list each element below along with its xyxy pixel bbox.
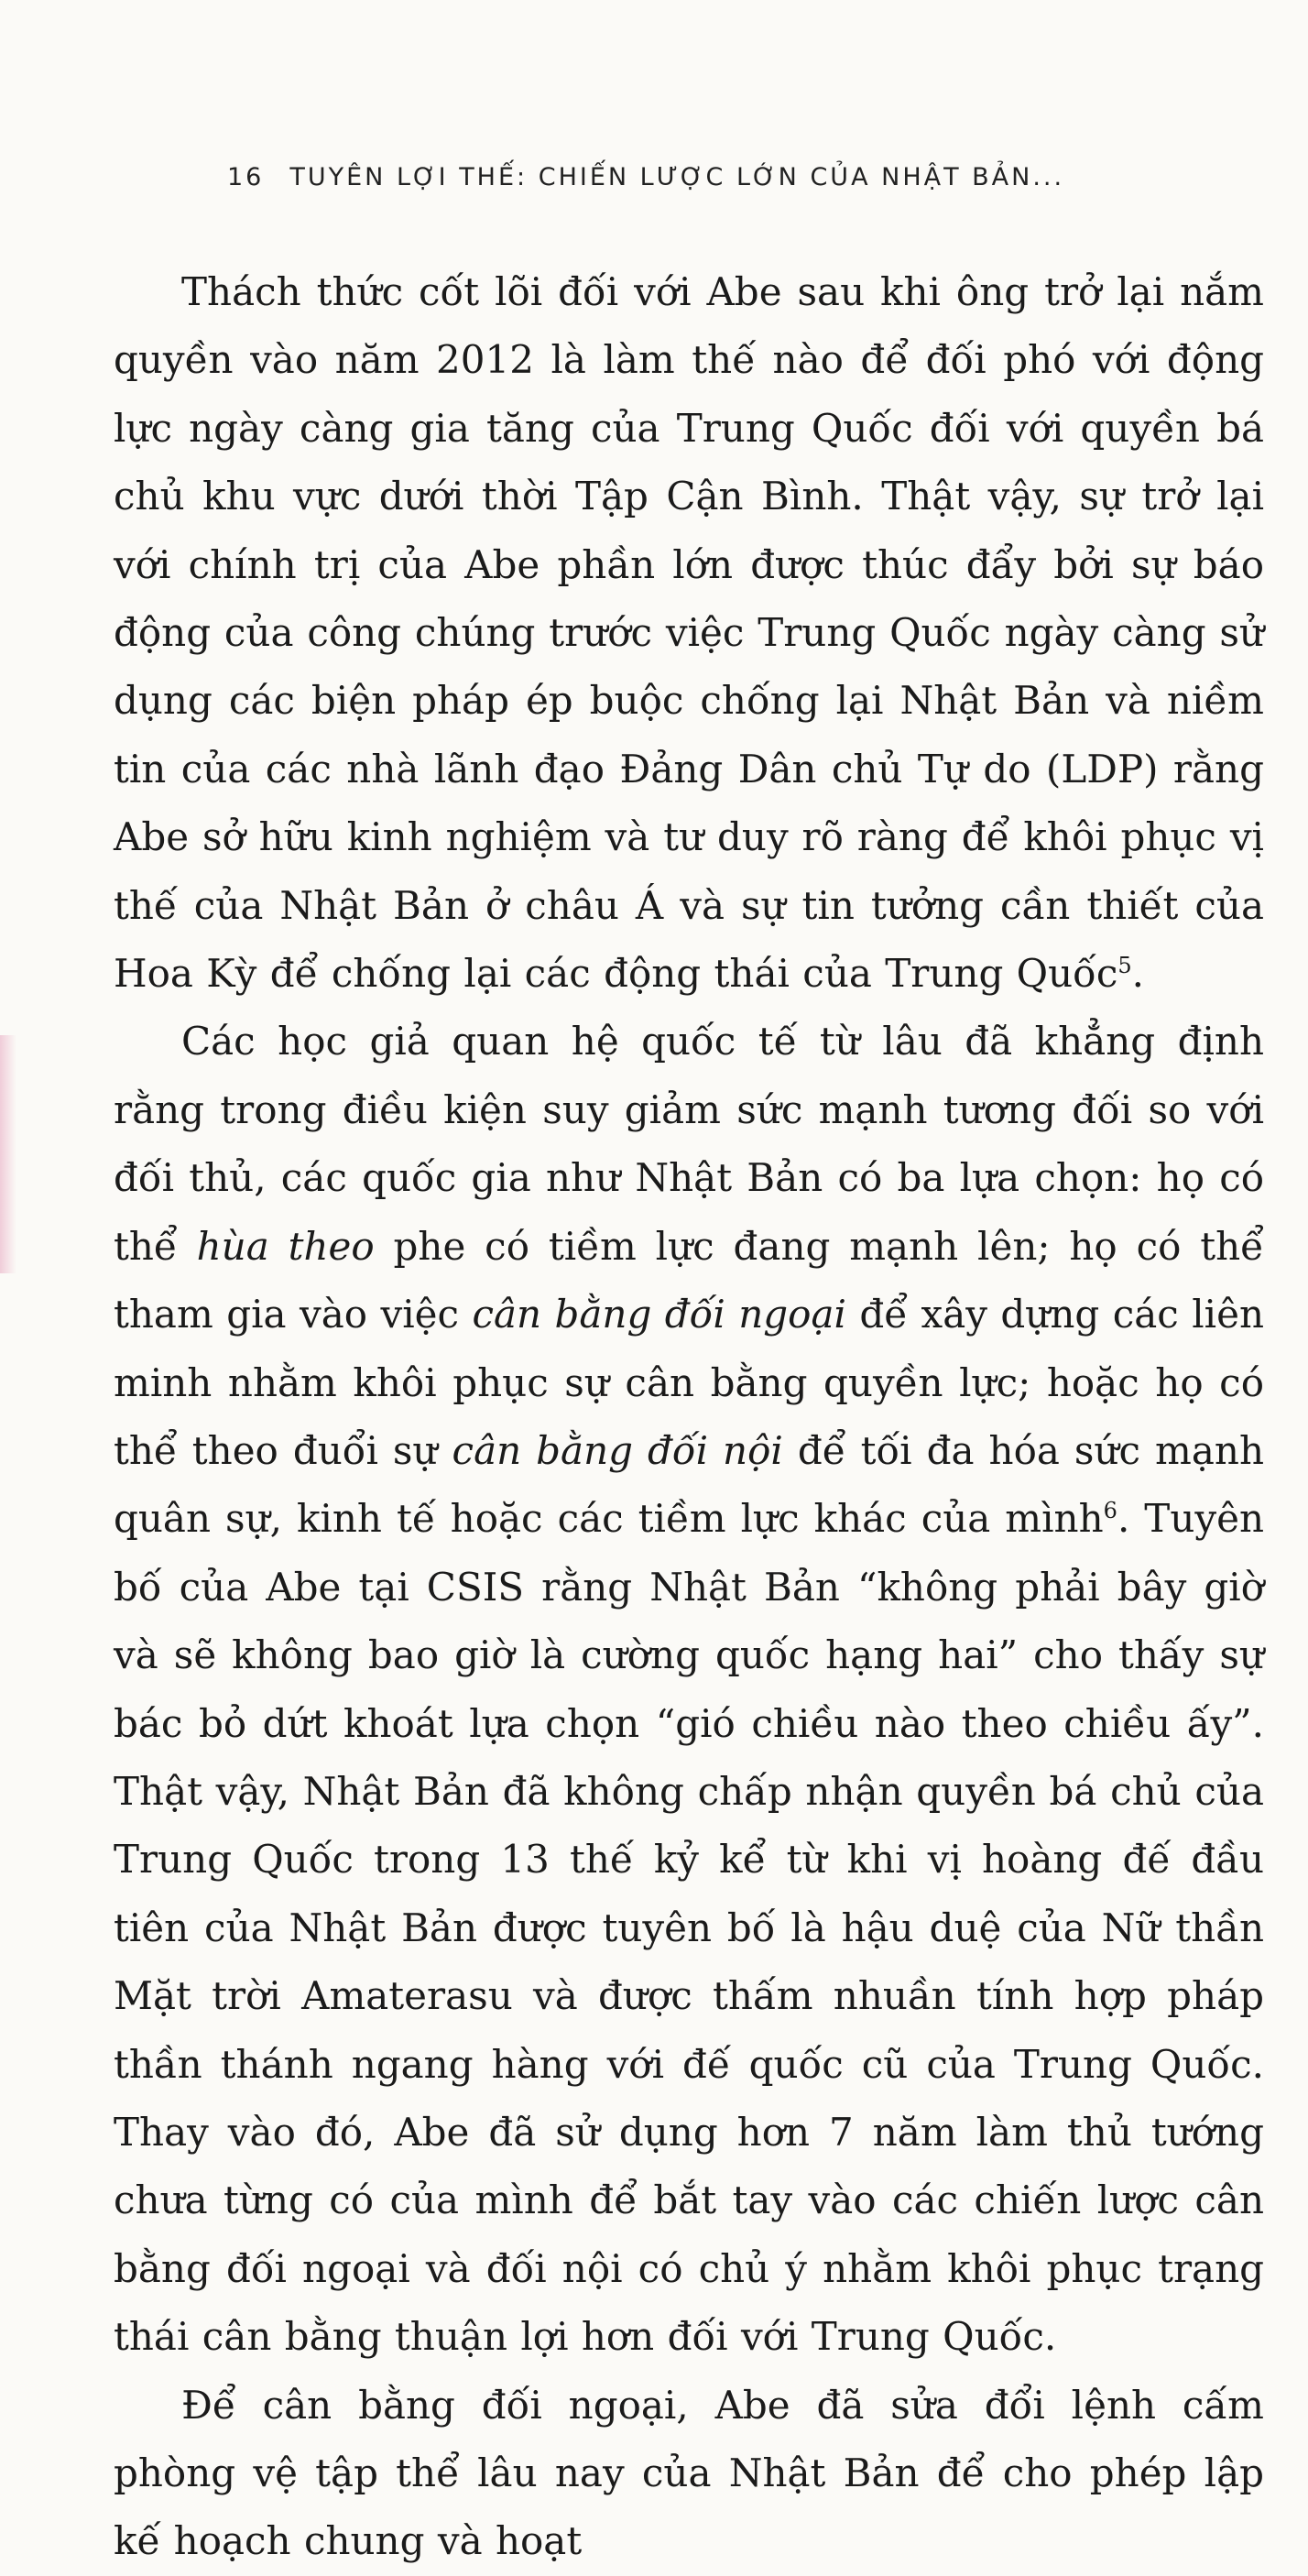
paragraph-text: phe có tiềm lực đang mạnh lên; họ có thể tham gia vào việc (114, 1223, 1264, 1337)
paragraph-text: Thách thức cốt lõi đối với Abe sau khi ông trở lại nắm quyền vào năm 2012 là làm thế nào để đối phó với động lực ngày càng gia tăng của Trung Quốc đối với quyền bá chủ khu vực dưới thời Tập Cận Bình. Thật vậy, sự trở lại với chính trị của Abe phần lớn được thúc đẩy bởi sự báo động của công chúng trước việc Trung Quốc ngày càng sử dụng các biện pháp ép buộc chống lại Nhật Bản và niềm tin của các nhà lãnh đạo Đảng Dân chủ Tự do (LDP) rằng Abe sở hữu kinh nghiệm và tư duy rõ ràng để khôi phục vị thế của Nhật Bản ở châu Á và sự tin tưởng cần thiết của Hoa Kỳ để chống lại các động thái của Trung Quốc (114, 269, 1264, 997)
paragraph (114, 2372, 1264, 2576)
footnote-reference: 5 (1117, 953, 1132, 979)
emphasis-text: cân bằng đối nội (452, 1427, 783, 1473)
footnote-reference: 6 (1103, 1498, 1117, 1524)
paragraph-text: . (1131, 951, 1145, 997)
paragraph (114, 258, 1264, 1008)
emphasis-text: hùa theo (196, 1223, 375, 1269)
paragraph-text: . Tuyên bố của Abe tại CSIS rằng Nhật Bản “không phải bây giờ và sẽ không bao giờ là cường quốc hạng hai” cho thấy sự bác bỏ dứt khoát lựa chọn “gió chiều nào theo chiều ấy”. Thật vậy, Nhật Bản đã không chấp nhận quyền bá chủ của Trung Quốc trong 13 thế kỷ kể từ khi vị hoàng đế đầu tiên của Nhật Bản được tuyên bố là hậu duệ của Nữ thần Mặt trời Amaterasu và được thấm nhuần tính hợp pháp thần thánh ngang hàng với đế quốc cũ của Trung Quốc. Thay vào đó, Abe đã sử dụng hơn 7 năm làm thủ tướng chưa từng có của mình để bắt tay vào các chiến lược cân bằng đối ngoại và đối nội có chủ ý nhằm khôi phục trạng thái cân bằng thuận lợi hơn đối với Trung Quốc. (114, 1496, 1264, 2360)
paragraph-text: Các học giả quan hệ quốc tế từ lâu đã khẳng định rằng trong điều kiện suy giảm sức mạnh tương đối so với đối thủ, các quốc gia như Nhật Bản có ba lựa chọn: họ có thể (114, 1019, 1264, 1269)
paragraph-text: để tối đa hóa sức mạnh quân sự, kinh tế hoặc các tiềm lực khác của mình (114, 1427, 1264, 1542)
page-edge-mark (0, 1035, 16, 1273)
paragraph-text: Để cân bằng đối ngoại, Abe đã sửa đổi lệnh cấm phòng vệ tập thể lâu nay của Nhật Bản để cho phép lập kế hoạch chung và hoạt (114, 2382, 1264, 2564)
paragraph (114, 1008, 1264, 2371)
body-text (114, 258, 1264, 2576)
page-number: 16 (227, 163, 265, 191)
paragraph-text: để xây dựng các liên minh nhằm khôi phục sự cân bằng quyền lực; hoặc họ có thể theo đuổi sự (114, 1292, 1264, 1473)
running-head (227, 163, 1106, 191)
emphasis-text: cân bằng đối ngoại (472, 1292, 846, 1337)
running-title: TUYÊN LỢI THẾ: CHIẾN LƯỢC LỚN CỦA NHẬT BẢN... (289, 163, 1065, 191)
